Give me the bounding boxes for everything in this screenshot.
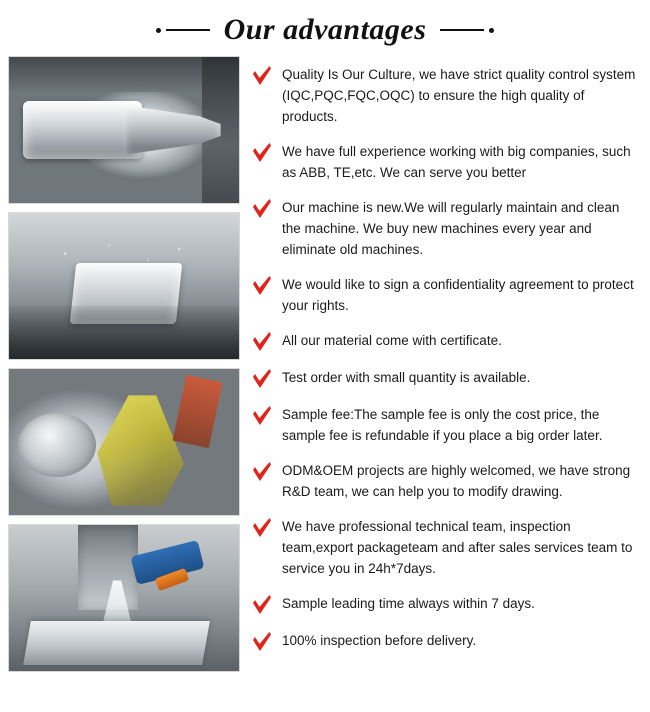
- check-icon: [252, 517, 272, 539]
- list-item: [252, 630, 638, 653]
- photo-gallery: [8, 56, 240, 672]
- check-icon: [252, 275, 272, 297]
- left-ornament-icon: [156, 28, 210, 33]
- list-item: [252, 141, 638, 183]
- list-item: [252, 404, 638, 446]
- page-header: [0, 0, 650, 56]
- advantage-text: We have professional technical team, inspection team,export packageteam and after sales services team to service you in 24h*7days.: [282, 519, 633, 576]
- check-icon: [252, 631, 272, 653]
- advantage-text: Sample fee:The sample fee is only the cost price, the sample fee is refundable if you place a big order later.: [282, 407, 603, 443]
- list-item: [252, 367, 638, 390]
- gallery-photo-1: [8, 56, 240, 204]
- check-icon: [252, 594, 272, 616]
- page-content: [0, 56, 650, 672]
- advantage-text: All our material come with certificate.: [282, 333, 502, 348]
- advantage-text: We have full experience working with big companies, such as ABB, TE,etc. We can serve you better: [282, 144, 631, 180]
- gallery-photo-3: [8, 368, 240, 516]
- advantage-text: 100% inspection before delivery.: [282, 633, 477, 648]
- page-title: Our advantages: [223, 13, 427, 46]
- gallery-photo-2: [8, 212, 240, 360]
- list-item: [252, 593, 638, 616]
- list-item: [252, 64, 638, 127]
- advantage-text: ODM&OEM projects are highly welcomed, we have strong R&D team, we can help you to modify drawing.: [282, 463, 631, 499]
- advantage-text: Test order with small quantity is available.: [282, 370, 531, 385]
- gallery-photo-4: [8, 524, 240, 672]
- check-icon: [252, 368, 272, 390]
- advantage-text: Quality Is Our Culture, we have strict quality control system (IQC,PQC,FQC,OQC) to ensure the high quality of products.: [282, 67, 636, 124]
- list-item: [252, 330, 638, 353]
- check-icon: [252, 405, 272, 427]
- right-ornament-icon: [440, 28, 494, 33]
- check-icon: [252, 331, 272, 353]
- check-icon: [252, 65, 272, 87]
- list-item: [252, 460, 638, 502]
- list-item: [252, 516, 638, 579]
- check-icon: [252, 198, 272, 220]
- check-icon: [252, 142, 272, 164]
- check-icon: [252, 461, 272, 483]
- list-item: [252, 197, 638, 260]
- advantages-list: [252, 56, 642, 667]
- list-item: [252, 274, 638, 316]
- advantage-text: Our machine is new.We will regularly maintain and clean the machine. We buy new machines every year and eliminate old machines.: [282, 200, 620, 257]
- advantage-text: Sample leading time always within 7 days.: [282, 596, 535, 611]
- advantage-text: We would like to sign a confidentiality agreement to protect your rights.: [282, 277, 634, 313]
